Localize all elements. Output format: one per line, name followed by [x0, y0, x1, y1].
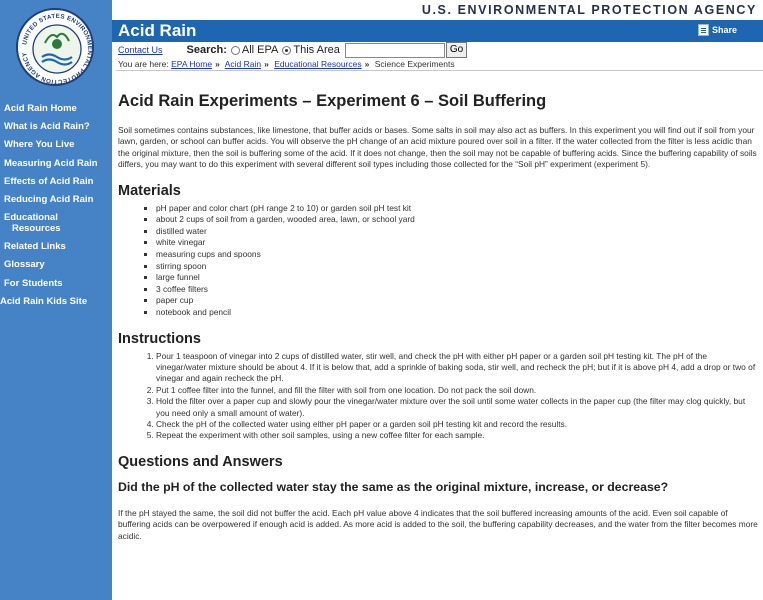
sidebar-item-effects-of-acid-rain[interactable]: Effects of Acid Rain: [4, 175, 94, 187]
qa-heading: Questions and Answers: [118, 453, 283, 470]
list-item: ▪ notebook and pencil: [156, 307, 758, 319]
list-item: ▪ paper cup: [156, 295, 758, 307]
agency-bar: [112, 0, 763, 20]
list-item: ▪ 3 coffee filters: [156, 284, 758, 296]
radio-this-area-label: This Area: [293, 44, 340, 56]
epa-seal-icon: [16, 8, 94, 86]
list-item: ▪ distilled water: [156, 226, 758, 238]
epa-logo[interactable]: [0, 0, 112, 92]
sidebar-item-label: Resources: [12, 223, 61, 235]
breadcrumb-current: Science Experiments: [374, 59, 455, 69]
list-item: ▪ large funnel: [156, 272, 758, 284]
answer-paragraph: If the pH stayed the same, the soil did not buffer the acid. Each pH value above 4 indicates that the soil buffered increasing amounts of the acid. Even soil capable of buffering acids can be overpowered if enough acid is added. As more acid is added to the soil, the buffering capability decreases, and the water from the filter becomes more acidic.: [118, 507, 758, 541]
breadcrumb: You are here: EPA Home » Acid Rain » Educational Resources » Science Experiments: [118, 59, 455, 69]
radio-all-epa-label: All EPA: [241, 44, 279, 56]
list-item: ▪ stirring spoon: [156, 261, 758, 273]
share-icon: [698, 24, 709, 36]
share-button[interactable]: [698, 24, 737, 36]
search-bar: [118, 42, 467, 58]
breadcrumb-prefix: You are here:: [118, 59, 169, 69]
agency-title[interactable]: U.S. ENVIRONMENTAL PROTECTION AGENCY: [421, 3, 757, 17]
materials-list: [156, 203, 758, 319]
intro-paragraph: Soil sometimes contains substances, like limestone, that buffer acids or bases. Some salts in soil may also act as buffers. In this experiment you will find out if soil from your lawn, garden, or school can buffer acids. You will observe the pH change of an acid mixture poured over soil in a filter. If the water collected from the filter is less acidic than the original mixture, then the soil is buffering some of the acid. If it does not change, then the soil may not be capable of buffering acids. Since the buffering capability of soils differs, you may want to do this experiment with several different soil types including those collected for the “Soil pH” experiment (experiment 5).: [118, 125, 757, 170]
search-label: Search:: [186, 44, 227, 56]
list-item: 5. Repeat the experiment with other soil samples, using a new coffee filter for each sample.: [156, 430, 758, 441]
main-content: [118, 92, 758, 542]
breadcrumb-educational-resources[interactable]: Educational Resources: [274, 59, 362, 69]
instructions-heading: Instructions: [118, 330, 201, 347]
list-item: ▪ white vinegar: [156, 237, 758, 249]
sidebar-item-reducing-acid-rain[interactable]: Reducing Acid Rain: [4, 194, 94, 206]
sidebar: [0, 0, 112, 600]
search-input[interactable]: [345, 43, 445, 58]
contact-us-link[interactable]: Contact Us: [118, 45, 163, 55]
radio-all-epa[interactable]: [231, 46, 240, 55]
sidebar-item-acid-rain-kids-site[interactable]: Acid Rain Kids Site: [0, 295, 88, 307]
sidebar-item-measuring-acid-rain[interactable]: Measuring Acid Rain: [4, 157, 98, 169]
sidebar-item-for-students[interactable]: For Students: [4, 277, 63, 289]
svg-text:UNITED STATES ENVIRONMENTAL PR: UNITED STATES ENVIRONMENTAL PROTECTION AGENCY: [21, 12, 94, 86]
list-item: 2. Put 1 coffee filter into the funnel, and fill the filter with soil from one location. Do not pack the soil down.: [156, 385, 758, 396]
sidebar-item-acid-rain-home[interactable]: Acid Rain Home: [4, 103, 77, 114]
site-title[interactable]: Acid Rain: [118, 21, 197, 40]
list-item: 3. Hold the filter over a paper cup and slowly pour the vinegar/water mixture over the soil until some water collects in the paper cup (the filter may clog quickly, but you need only a small amount of water).: [156, 396, 758, 419]
breadcrumb-epa-home[interactable]: EPA Home: [171, 59, 213, 69]
list-item: ▪ pH paper and color chart (pH range 2 to 10) or garden soil pH test kit: [156, 203, 758, 215]
breadcrumb-acid-rain[interactable]: Acid Rain: [224, 59, 262, 69]
header-divider: [116, 70, 763, 71]
materials-heading: Materials: [118, 182, 181, 199]
sidebar-item-what-is-acid-rain[interactable]: What is Acid Rain?: [4, 121, 90, 133]
list-item: 4. Check the pH of the collected water using either pH paper or a garden soil pH testing kit and record the results.: [156, 419, 758, 430]
instructions-list: [156, 351, 758, 442]
sidebar-item-glossary[interactable]: Glossary: [4, 259, 45, 271]
sidebar-item-where-you-live[interactable]: Where You Live: [4, 139, 75, 151]
sidebar-nav: [0, 100, 112, 311]
list-item: ▪ measuring cups and spoons: [156, 249, 758, 261]
go-button[interactable]: Go: [446, 42, 467, 58]
share-label: Share: [711, 25, 737, 35]
page-title: Acid Rain Experiments – Experiment 6 – Soil Buffering: [118, 92, 547, 110]
list-item: ▪ about 2 cups of soil from a garden, wooded area, lawn, or school yard: [156, 214, 758, 226]
site-header: [112, 20, 763, 42]
question-heading: Did the pH of the collected water stay the same as the original mixture, increase, or decrease?: [118, 479, 669, 494]
sidebar-item-educational-resources[interactable]: [0, 209, 112, 238]
sidebar-item-related-links[interactable]: Related Links: [4, 241, 66, 253]
sidebar-item-label: Educational: [4, 212, 58, 224]
list-item: 1. Pour 1 teaspoon of vinegar into 2 cups of distilled water, stir well, and check the pH with either pH paper or a garden soil pH testing kit. The pH of the vinegar/water mixture should be about 4. If it is below that, add a sprinkle of baking soda, stir well, and recheck the pH; but if it is above pH 4, add a drop or two of vinegar and again recheck the pH.: [156, 351, 758, 385]
radio-this-area[interactable]: [282, 46, 291, 55]
